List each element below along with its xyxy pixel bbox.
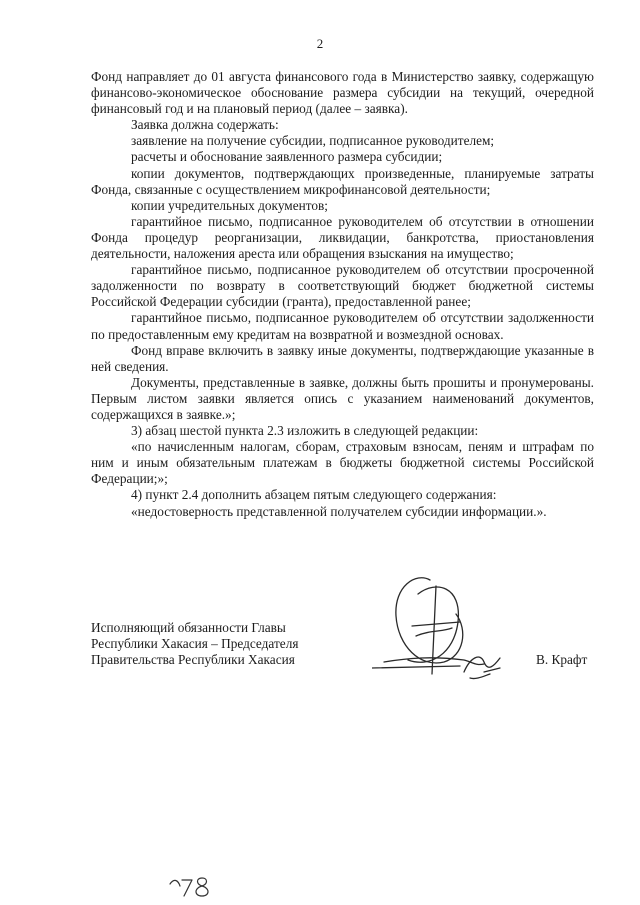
- page-number: 2: [316, 36, 324, 51]
- paragraph: копии документов, подтверждающих произведенные, планируемые затраты Фонда, связанные с осуществлением микрофинансовой деятельности;: [91, 165, 594, 197]
- paragraph: Заявка должна содержать:: [131, 117, 279, 133]
- paragraph: расчеты и обоснование заявленного размера субсидии;: [131, 149, 443, 165]
- paragraph: «недостоверность представленной получателем субсидии информации.».: [131, 503, 547, 519]
- paragraph: заявление на получение субсидии, подписанное руководителем;: [131, 133, 495, 149]
- signatory-title-line: Исполняющий обязанности Главы: [91, 620, 286, 635]
- paragraph: Документы, представленные в заявке, должны быть прошиты и пронумерованы. Первым листом заявки является опись с указанием наименований документов, содержащихся в заявке.»;: [91, 374, 594, 422]
- signatory-title-line: Правительства Республики Хакасия: [91, 652, 295, 668]
- paragraph: гарантийное письмо, подписанное руководителем об отсутствии просроченной задолженности по возврату в соответствующий бюджет бюджетной системы Российской Федерации субсидии (гранта), предоставленной ранее;: [91, 262, 594, 310]
- paragraph: гарантийное письмо, подписанное руководителем об отсутствии в отношении Фонда процедур реорганизации, ликвидации, банкротства, приостановления деятельности, наложения ареста или обращения взыскания на имущество;: [91, 213, 594, 262]
- paragraph: копии учредительных документов;: [131, 197, 328, 213]
- paragraph: 4) пункт 2.4 дополнить абзацем пятым следующего содержания:: [131, 487, 497, 503]
- signatory-title-line: Республики Хакасия – Председателя: [91, 636, 299, 652]
- paragraph: Фонд направляет до 01 августа финансового года в Министерство заявку, содержащую финансово-экономическое обоснование размера субсидии на текущий, очередной финансовый год и на плановый период (далее – заявка).: [91, 69, 594, 117]
- paragraph: Фонд вправе включить в заявку иные документы, подтверждающие указанные в ней сведения.: [91, 342, 594, 374]
- signatory-name: В. Крафт: [536, 652, 588, 667]
- paragraph: гарантийное письмо, подписанное руководителем об отсутствии задолженности по предоставленным ему кредитам на возвратной и возмездной основах.: [91, 310, 594, 342]
- paragraph: 3) абзац шестой пункта 2.3 изложить в следующей редакции:: [131, 423, 479, 439]
- body-text: [91, 69, 594, 520]
- signatory-title: [91, 620, 298, 668]
- handwritten-page-mark: [168, 872, 218, 898]
- handwritten-signature: [372, 572, 522, 692]
- paragraph: «по начисленным налогам, сборам, страховым взносам, пеням и штрафам по ним и иным обязательным платежам в бюджеты бюджетной системы Российской Федерации;»;: [91, 439, 594, 487]
